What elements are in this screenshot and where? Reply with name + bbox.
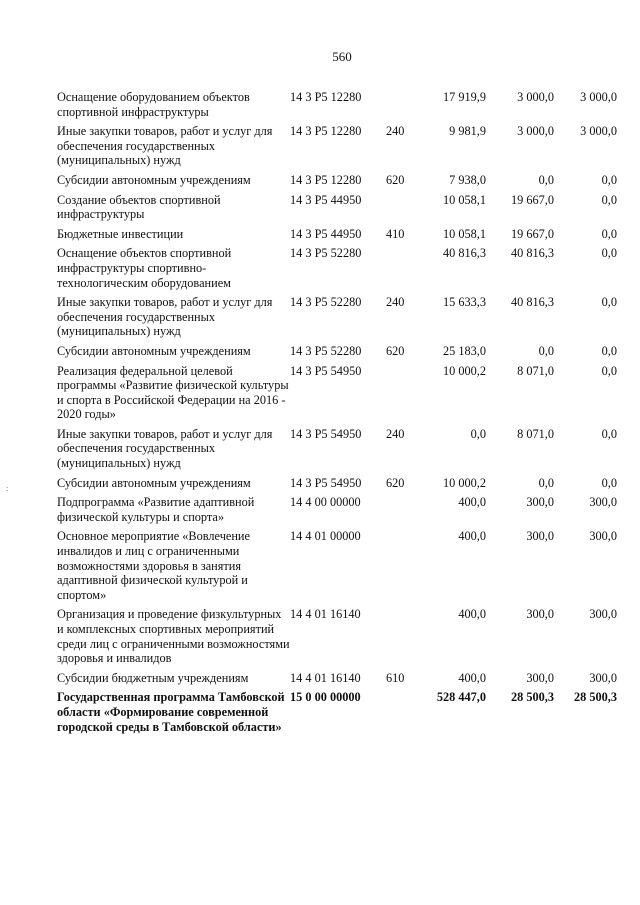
total-row-value-3: 28 500,3	[573, 690, 617, 705]
row-value-3: 3 000,0	[580, 124, 617, 139]
row-value-2: 300,0	[526, 607, 554, 622]
row-value-2: 0,0	[538, 343, 554, 358]
row-value-3: 0,0	[601, 192, 617, 207]
table-row	[57, 344, 617, 364]
row-value-2: 0,0	[538, 172, 554, 187]
row-kind: 240	[386, 124, 405, 139]
row-name: Создание объектов спортивной инфраструктуры	[57, 192, 221, 222]
row-value-3: 300,0	[589, 529, 617, 544]
row-kind	[386, 193, 408, 227]
table-row	[57, 90, 617, 124]
row-code: 14 3 P5 52280	[290, 343, 362, 358]
row-kind: 410	[386, 226, 405, 241]
row-kind: 620	[386, 475, 405, 490]
budget-table	[57, 90, 617, 739]
table-row	[57, 607, 617, 670]
row-value-1: 10 058,1	[442, 192, 486, 207]
row-kind	[386, 607, 408, 670]
row-kind: 620	[386, 343, 405, 358]
table-row	[57, 246, 617, 295]
row-value-3: 0,0	[601, 343, 617, 358]
row-name: Реализация федеральной целевой программы «Развитие физической культуры и спорта в Российской Федерации на 2016 - 2020 годы»	[57, 363, 289, 422]
row-name: Субсидии бюджетным учреждениям	[57, 670, 249, 685]
row-value-2: 3 000,0	[517, 90, 554, 104]
row-value-3: 0,0	[601, 475, 617, 490]
row-code: 14 3 P5 54950	[290, 363, 362, 378]
table-row	[57, 364, 617, 427]
row-value-2: 8 071,0	[517, 363, 554, 378]
row-value-1: 10 058,1	[442, 226, 486, 241]
row-name: Субсидии автономным учреждениям	[57, 343, 251, 358]
total-row-value-2: 28 500,3	[510, 690, 554, 705]
row-kind	[386, 246, 408, 295]
table-row	[57, 227, 617, 247]
total-row-kind	[386, 690, 408, 739]
row-value-2: 300,0	[526, 529, 554, 544]
row-code: 14 4 01 16140	[290, 670, 361, 685]
total-row-value-1: 528 447,0	[436, 690, 486, 705]
row-value-2: 300,0	[526, 495, 554, 510]
table-row	[57, 495, 617, 529]
row-value-1: 9 981,9	[449, 124, 486, 139]
row-kind	[386, 364, 408, 427]
row-name: Основное мероприятие «Вовлечение инвалидов и лиц с ограниченными возможностями здоровья в занятия адаптивной физической культурой и спортом»	[57, 529, 250, 602]
row-value-3: 0,0	[601, 172, 617, 187]
row-value-3: 0,0	[601, 246, 617, 261]
row-code: 14 4 01 16140	[290, 607, 361, 622]
row-value-2: 0,0	[538, 475, 554, 490]
row-value-1: 400,0	[458, 529, 486, 544]
total-row	[57, 690, 617, 739]
row-code: 14 3 P5 12280	[290, 90, 362, 104]
total-row-code: 15 0 00 00000	[290, 690, 361, 705]
table-row	[57, 124, 617, 173]
total-row-name: Государственная программа Тамбовской области «Формирование современной городской среды в Тамбовской области»	[57, 690, 285, 734]
row-name: Подпрограмма «Развитие адаптивной физической культуры и спорта»	[57, 495, 255, 524]
row-value-3: 300,0	[589, 495, 617, 510]
table-row	[57, 529, 617, 607]
row-code: 14 4 00 00000	[290, 495, 361, 510]
row-value-1: 7 938,0	[449, 172, 486, 187]
margin-mark: :	[6, 484, 9, 493]
row-name: Организация и проведение физкультурных и комплексных спортивных мероприятий среди лиц с ограниченными возможностями здоровья и инвалидов	[57, 607, 290, 666]
row-value-2: 19 667,0	[510, 226, 554, 241]
row-code: 14 3 P5 54950	[290, 426, 362, 441]
row-code: 14 3 P5 52280	[290, 295, 362, 310]
table-row	[57, 427, 617, 476]
table-row	[57, 193, 617, 227]
row-value-2: 19 667,0	[510, 192, 554, 207]
row-kind: 240	[386, 295, 405, 310]
row-kind	[386, 495, 408, 529]
row-value-1: 17 919,9	[442, 90, 486, 104]
row-kind: 620	[386, 172, 405, 187]
row-value-1: 15 633,3	[442, 295, 486, 310]
row-code: 14 3 P5 44950	[290, 226, 362, 241]
row-name: Оснащение оборудованием объектов спортивной инфраструктуры	[57, 90, 250, 119]
row-value-2: 40 816,3	[510, 295, 554, 310]
row-code: 14 3 P5 12280	[290, 124, 362, 139]
row-name: Иные закупки товаров, работ и услуг для обеспечения государственных (муниципальных) нужд	[57, 426, 273, 471]
row-value-2: 40 816,3	[510, 246, 554, 261]
table-row	[57, 476, 617, 496]
row-code: 14 3 P5 12280	[290, 172, 362, 187]
row-kind: 240	[386, 426, 405, 441]
table-row	[57, 671, 617, 691]
row-name: Иные закупки товаров, работ и услуг для обеспечения государственных (муниципальных) нужд	[57, 295, 273, 339]
row-value-1: 400,0	[458, 607, 486, 622]
row-value-3: 300,0	[589, 670, 617, 685]
row-value-3: 300,0	[589, 607, 617, 622]
row-name: Бюджетные инвестиции	[57, 226, 184, 241]
row-value-2: 3 000,0	[517, 124, 554, 139]
row-name: Оснащение объектов спортивной инфраструктуры спортивно-технологическим оборудованием	[57, 246, 232, 290]
row-value-2: 300,0	[526, 670, 554, 685]
row-name: Субсидии автономным учреждениям	[57, 475, 251, 490]
row-value-3: 3 000,0	[580, 90, 617, 104]
row-code: 14 3 P5 44950	[290, 192, 362, 207]
row-value-3: 0,0	[601, 226, 617, 241]
row-kind: 610	[386, 670, 405, 685]
row-value-3: 0,0	[601, 295, 617, 310]
row-value-3: 0,0	[601, 426, 617, 441]
row-value-1: 10 000,2	[442, 475, 486, 490]
row-value-2: 8 071,0	[517, 426, 554, 441]
row-kind	[386, 90, 408, 124]
row-name: Субсидии автономным учреждениям	[57, 172, 251, 187]
row-value-1: 400,0	[458, 495, 486, 510]
table-row	[57, 295, 617, 344]
row-value-1: 0,0	[470, 426, 486, 441]
row-code: 14 3 P5 52280	[290, 246, 362, 261]
row-value-1: 40 816,3	[442, 246, 486, 261]
row-value-1: 25 183,0	[442, 343, 486, 358]
row-name: Иные закупки товаров, работ и услуг для обеспечения государственных (муниципальных) нужд	[57, 124, 273, 168]
row-code: 14 4 01 00000	[290, 529, 361, 544]
row-value-3: 0,0	[601, 363, 617, 378]
page-number: 560	[332, 49, 352, 64]
row-value-1: 400,0	[458, 670, 486, 685]
row-value-1: 10 000,2	[442, 363, 486, 378]
row-code: 14 3 P5 54950	[290, 475, 362, 490]
row-kind	[386, 529, 408, 607]
table-row	[57, 173, 617, 193]
